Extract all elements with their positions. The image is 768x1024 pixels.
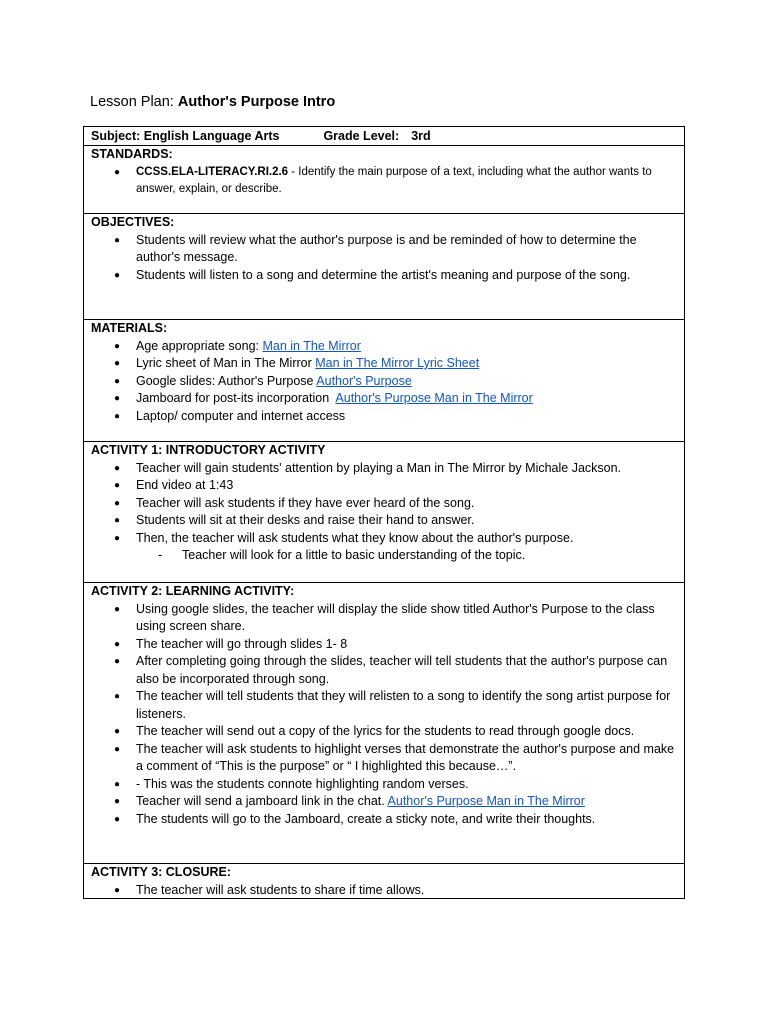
list-item [91, 408, 678, 426]
bullet-icon: ● [114, 532, 121, 544]
bullet-icon: ● [114, 691, 121, 702]
bullet-icon: ● [114, 462, 121, 474]
list-item [91, 776, 678, 794]
list-item [91, 460, 678, 478]
list-item [91, 232, 678, 267]
activity-text: The teacher will go through slides 1- 8 [136, 636, 348, 651]
song-link[interactable]: Man in The Mirror [262, 338, 361, 353]
page-title [90, 92, 335, 112]
activity1-section [83, 442, 685, 583]
material-text: Google slides: Author's Purpose [136, 373, 317, 388]
standard-item [91, 164, 678, 199]
bullet-icon: ● [114, 656, 121, 667]
list-item [91, 793, 678, 811]
dash-icon: - [158, 548, 163, 562]
grade-label: Grade Level: [323, 129, 400, 143]
standard-text: - Identify the main purpose of a text, including what the author wants to answer, explain, or describe. [136, 165, 652, 195]
list-item [91, 653, 678, 688]
subject-label: Subject: English Language Arts [91, 129, 280, 143]
activity-text: - This was the students connote highlighting random verses. [136, 776, 469, 791]
activity-text: The students will go to the Jamboard, create a sticky note, and write their thoughts. [136, 811, 596, 826]
bullet-icon: ● [114, 603, 121, 615]
materials-section [83, 320, 685, 442]
activity-text: The teacher will ask students to highlight verses that demonstrate the author's purpose and make a comment of “This is the purpose” or “ I highlighted this because…”. [136, 741, 675, 773]
list-item [91, 338, 678, 356]
activity-text: The teacher will send out a copy of the lyrics for the students to read through google docs. [136, 724, 635, 738]
bullet-icon: ● [114, 393, 121, 404]
bullet-icon: ● [114, 375, 121, 387]
bullet-icon: ● [114, 410, 121, 422]
activity2-section [83, 583, 685, 864]
activity3-section [83, 864, 685, 898]
activity-text: Then, the teacher will ask students what they know about the author's purpose. [136, 530, 574, 545]
lyric-sheet-link[interactable]: Man in The Mirror Lyric Sheet [315, 356, 480, 370]
bullet-icon: ● [114, 269, 121, 281]
activity2-heading: ACTIVITY 2: LEARNING ACTIVITY: [91, 584, 295, 598]
grade-value: 3rd [411, 129, 431, 143]
activity-text: Students will sit at their desks and raise their hand to answer. [136, 513, 475, 527]
activity-text: The teacher will tell students that they will relisten to a song to identify the song artist purpose for listeners. [136, 689, 671, 721]
bullet-icon: ● [114, 726, 121, 737]
activity-text: Teacher will send a jamboard link in the chat. [136, 794, 388, 808]
lesson-plan-table [83, 126, 685, 899]
standards-section [83, 146, 685, 214]
list-item [91, 390, 678, 408]
bullet-icon: ● [114, 796, 121, 807]
list-item [91, 512, 678, 530]
material-text: Jamboard for post-its incorporation [136, 391, 336, 405]
bullet-icon: ● [114, 340, 121, 352]
activity-text: Teacher will gain students' attention by playing a Man in The Mirror by Michale Jackson. [136, 460, 622, 475]
list-item [91, 267, 678, 285]
list-item [91, 373, 678, 391]
objectives-section [83, 214, 685, 320]
objectives-heading: OBJECTIVES: [91, 215, 175, 229]
bullet-icon: ● [114, 743, 121, 755]
activity1-heading: ACTIVITY 1: INTRODUCTORY ACTIVITY [91, 443, 326, 457]
objective-text: Students will listen to a song and determine the artist's meaning and purpose of the song. [136, 267, 631, 282]
bullet-icon: ● [114, 778, 121, 790]
activity-text: Using google slides, the teacher will display the slide show titled Author's Purpose to the class using screen share. [136, 601, 655, 633]
slides-link[interactable]: Author's Purpose [316, 373, 412, 388]
title-name: Author's Purpose Intro [177, 94, 336, 110]
bullet-icon: ● [114, 166, 121, 178]
list-item [91, 355, 678, 373]
activity-text: After completing going through the slides, teacher will tell students that the author's purpose can also be incorporated through song. [136, 654, 668, 686]
bullet-icon: ● [114, 638, 121, 650]
standard-code: CCSS.ELA-LITERACY.RI.2.6 [136, 165, 289, 178]
list-item [91, 477, 678, 495]
sub-list-item [91, 547, 678, 565]
list-item [91, 882, 678, 900]
activity3-heading: ACTIVITY 3: CLOSURE: [91, 865, 232, 879]
standards-heading: STANDARDS: [91, 147, 173, 161]
material-text: Age appropriate song: [136, 338, 263, 353]
list-item [91, 495, 678, 513]
bullet-icon: ● [114, 497, 121, 509]
list-item [91, 530, 678, 548]
list-item [91, 636, 678, 654]
bullet-icon: ● [114, 813, 121, 825]
material-text: Laptop/ computer and internet access [136, 408, 346, 423]
objective-text: Students will review what the author's purpose is and be reminded of how to determine the author's message. [136, 232, 637, 264]
bullet-icon: ● [114, 358, 121, 369]
material-text: Lyric sheet of Man in The Mirror [136, 356, 316, 370]
title-prefix: Lesson Plan: [90, 94, 178, 110]
bullet-icon: ● [114, 515, 121, 526]
activity-text: End video at 1:43 [136, 478, 234, 492]
bullet-icon: ● [114, 884, 121, 896]
list-item [91, 723, 678, 741]
list-item [91, 811, 678, 829]
list-item [91, 741, 678, 776]
list-item [91, 601, 678, 636]
subject-row [83, 127, 685, 146]
materials-heading: MATERIALS: [91, 321, 168, 335]
jamboard-chat-link[interactable]: Author's Purpose Man in The Mirror [387, 794, 585, 808]
jamboard-link[interactable]: Author's Purpose Man in The Mirror [335, 391, 533, 405]
bullet-icon: ● [114, 234, 121, 246]
activity-text: The teacher will ask students to share if time allows. [136, 882, 425, 897]
activity-subtext: Teacher will look for a little to basic understanding of the topic. [182, 548, 526, 562]
list-item [91, 688, 678, 723]
activity-text: Teacher will ask students if they have ever heard of the song. [136, 495, 475, 510]
bullet-icon: ● [114, 480, 121, 491]
